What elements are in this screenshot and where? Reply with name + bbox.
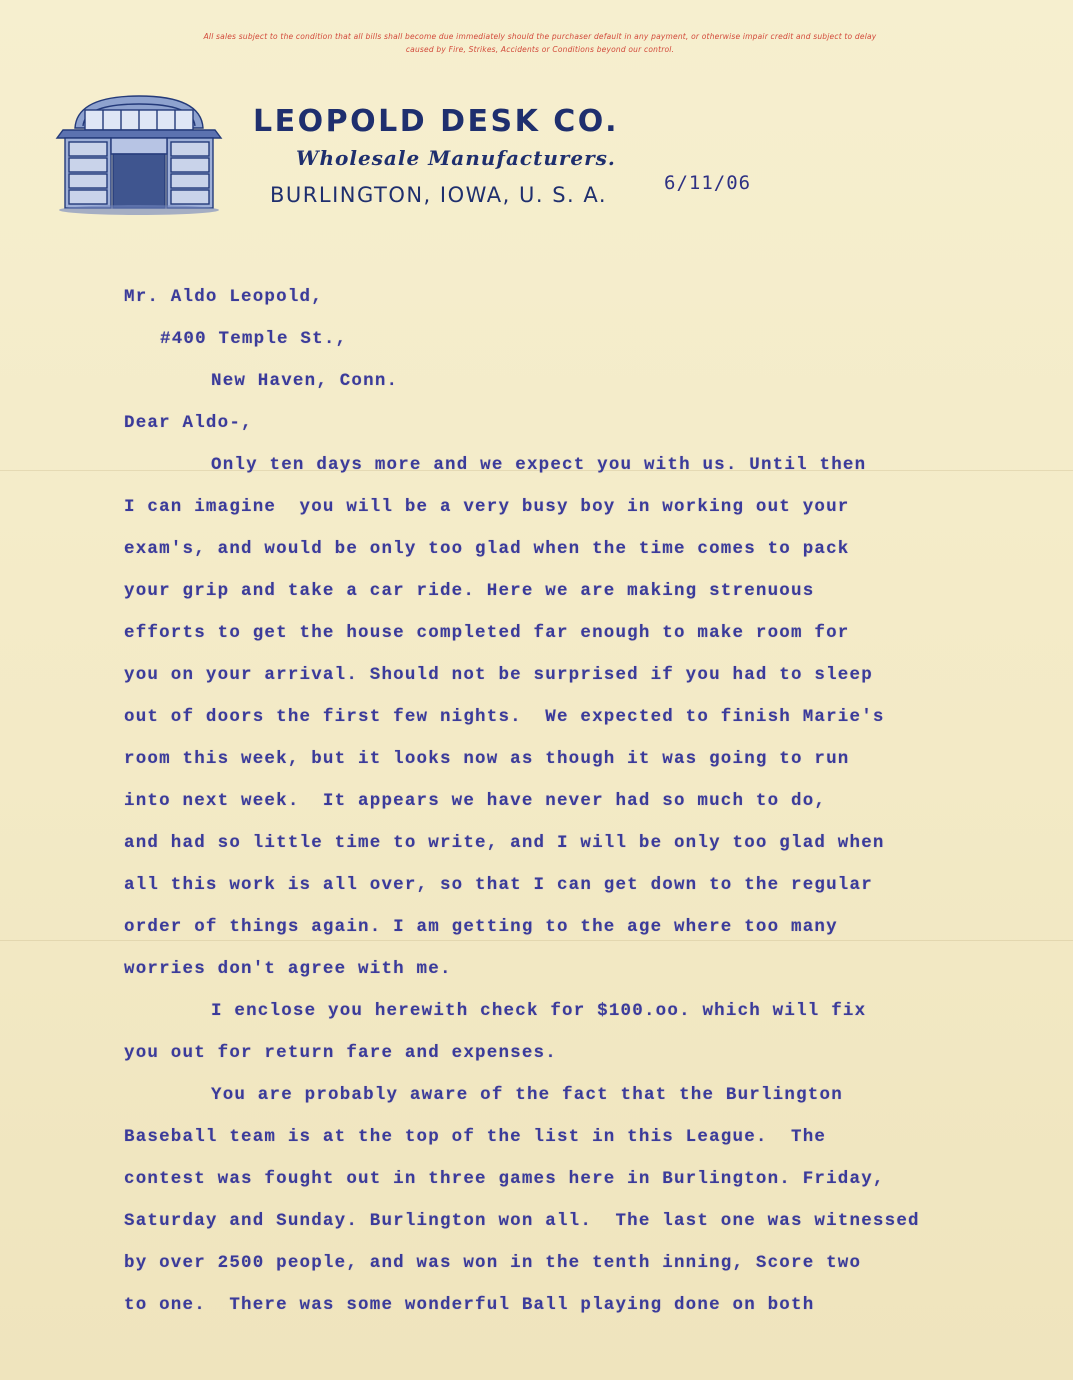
sales-disclaimer — [110, 30, 970, 56]
fold-line — [0, 940, 1073, 941]
disclaimer-line: caused by Fire, Strikes, Accidents or Conditions beyond our control. — [405, 45, 675, 54]
body-line: order of things again. I am getting to the age where too many — [124, 917, 838, 937]
body-line: room this week, but it looks now as though it was going to run — [124, 749, 850, 769]
company-city: BURLINGTON, IOWA, U. S. A. — [270, 183, 608, 207]
address-line: Mr. Aldo Leopold, — [124, 287, 323, 307]
body-line: Saturday and Sunday. Burlington won all. The last one was witnessed — [124, 1211, 920, 1231]
body-line: all this work is all over, so that I can get down to the regular — [124, 875, 873, 895]
body-line: I enclose you herewith check for $100.oo. which will fix — [211, 1001, 867, 1021]
body-line: exam's, and would be only too glad when the time comes to pack — [124, 539, 850, 559]
letter-date: 6/11/06 — [664, 172, 752, 194]
body-line: by over 2500 people, and was won in the tenth inning, Score two — [124, 1253, 862, 1273]
body-line: and had so little time to write, and I will be only too glad when — [124, 833, 885, 853]
rolltop-desk-illustration-icon — [55, 88, 223, 216]
body-line: to one. There was some wonderful Ball playing done on both — [124, 1295, 815, 1315]
body-line: your grip and take a car ride. Here we are making strenuous — [124, 581, 815, 601]
body-line: Only ten days more and we expect you with us. Until then — [211, 455, 867, 475]
body-line: into next week. It appears we have never had so much to do, — [124, 791, 827, 811]
address-line: New Haven, Conn. — [211, 371, 399, 391]
company-name: LEOPOLD DESK CO. — [253, 104, 620, 139]
disclaimer-line: All sales subject to the condition that all bills shall become due immediately should the purchaser default in any payment, or otherwise impair credit and subject to delay — [203, 32, 877, 41]
company-subtitle: Wholesale Manufacturers. — [296, 146, 616, 170]
body-line: Baseball team is at the top of the list in this League. The — [124, 1127, 827, 1147]
body-line: you on your arrival. Should not be surprised if you had to sleep — [124, 665, 873, 685]
body-line: efforts to get the house completed far enough to make room for — [124, 623, 850, 643]
body-line: contest was fought out in three games here in Burlington. Friday, — [124, 1169, 885, 1189]
salutation: Dear Aldo-, — [124, 413, 253, 433]
body-line: I can imagine you will be a very busy boy in working out your — [124, 497, 850, 517]
body-line: out of doors the first few nights. We expected to finish Marie's — [124, 707, 885, 727]
address-line: #400 Temple St., — [160, 329, 348, 349]
body-line: You are probably aware of the fact that the Burlington — [211, 1085, 843, 1105]
body-line: you out for return fare and expenses. — [124, 1043, 557, 1063]
body-line: worries don't agree with me. — [124, 959, 452, 979]
